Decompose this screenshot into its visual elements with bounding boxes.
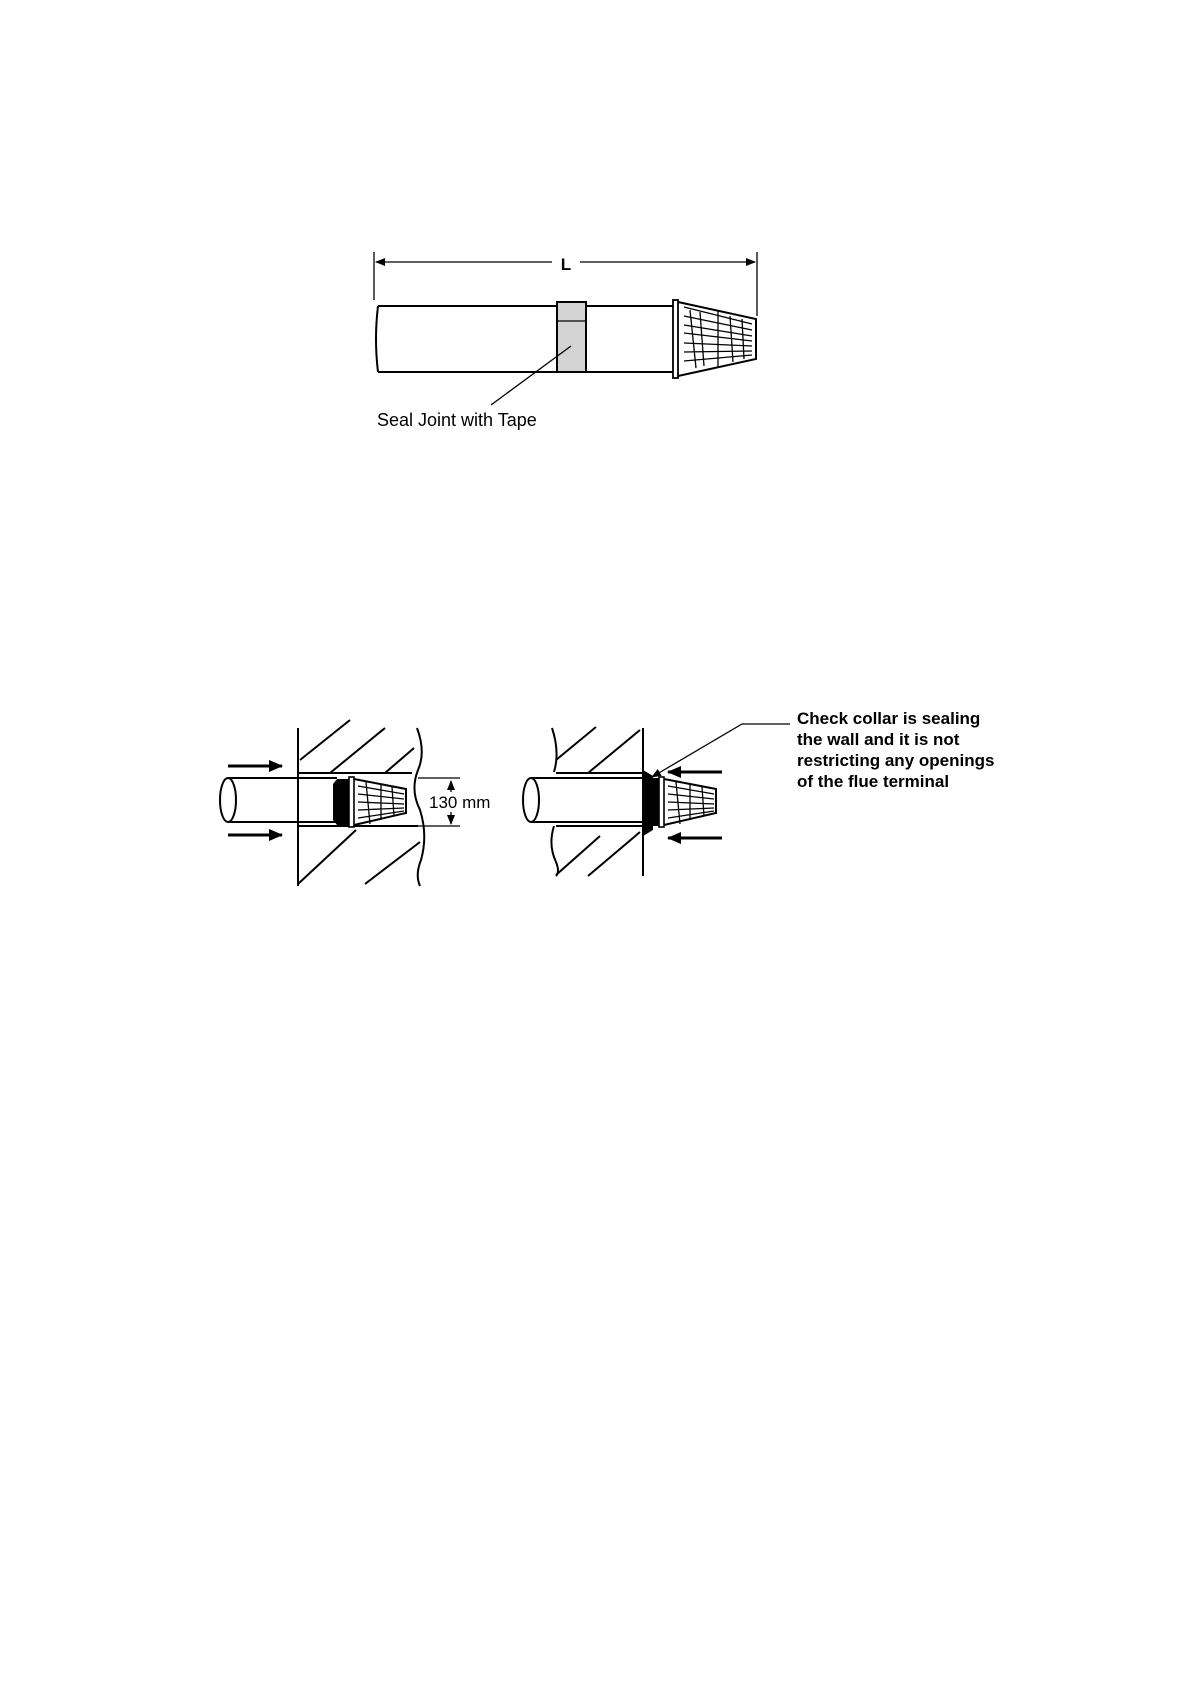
collar-left xyxy=(333,779,349,825)
flue-assembly-figure xyxy=(374,252,757,430)
pipe-right xyxy=(523,778,643,822)
collar-callout-line-3: restricting any openings xyxy=(797,751,995,770)
collar-callout-line-4: of the flue terminal xyxy=(797,772,950,791)
collar-callout-leader xyxy=(652,724,790,777)
wall-right xyxy=(551,727,643,876)
depth-label: 130 mm xyxy=(429,793,491,812)
wall-after-figure xyxy=(523,709,999,876)
tape-callout-text: Seal Joint with Tape xyxy=(377,410,537,430)
flue-terminal xyxy=(673,300,756,378)
depth-dimension xyxy=(418,778,490,826)
terminal-left xyxy=(349,777,406,827)
length-label: L xyxy=(560,255,572,274)
collar-callout-line-1: Check collar is sealing xyxy=(797,709,981,728)
wall-before-figure xyxy=(220,720,490,886)
flue-pipe xyxy=(376,306,674,372)
collar-callout-line-2: the wall and it is not xyxy=(797,730,960,749)
collar-right xyxy=(643,770,659,836)
pipe-left xyxy=(220,778,337,822)
tape-joint xyxy=(557,302,586,372)
terminal-right xyxy=(659,777,716,827)
tape-callout-leader xyxy=(491,346,571,405)
collar-callout-text xyxy=(797,709,999,791)
